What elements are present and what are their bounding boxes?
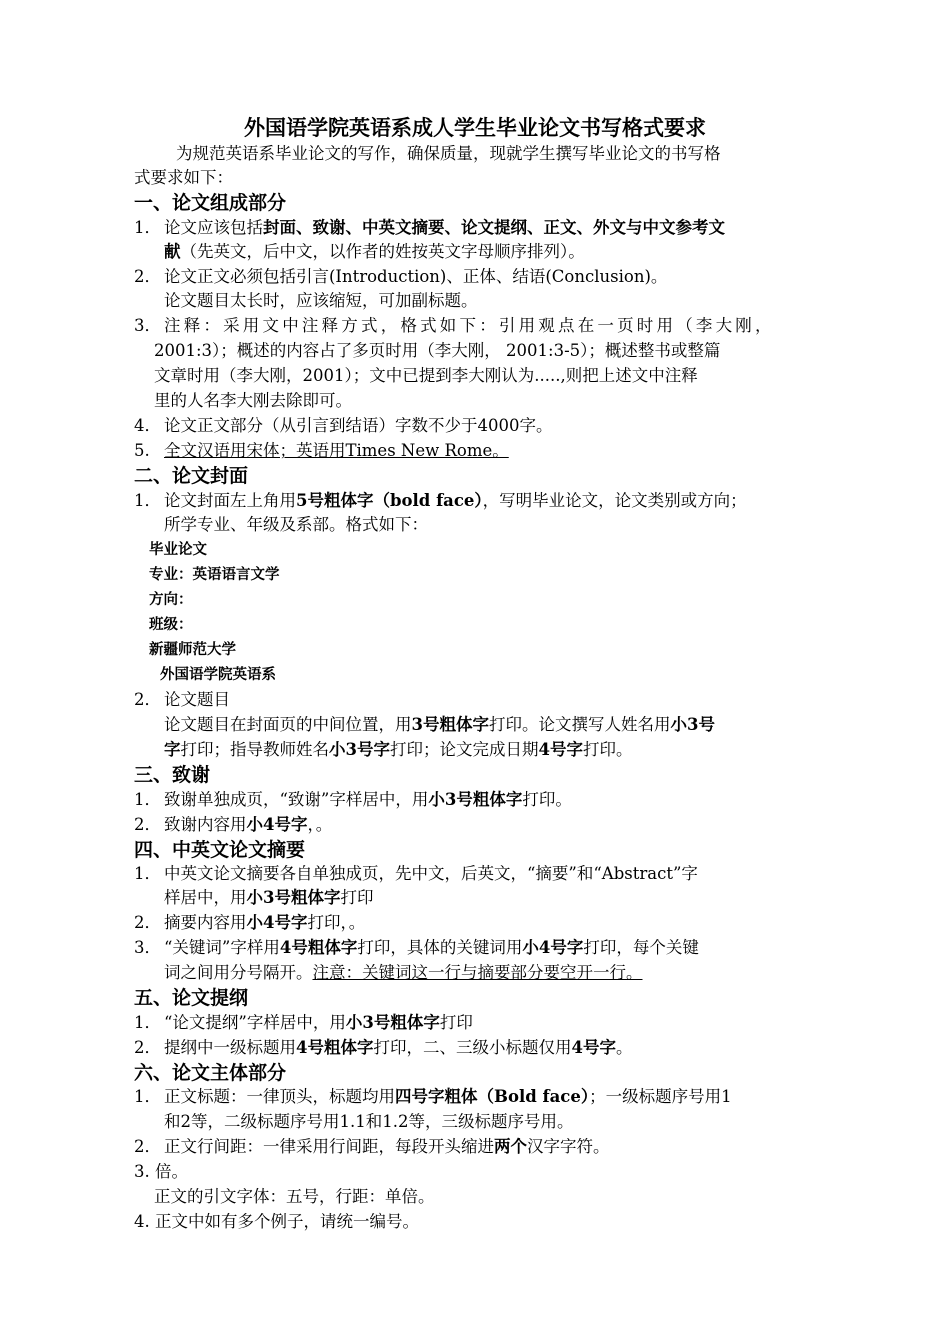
intro-line-1: 为规范英语系毕业论文的写作，确保质量，现就学生撰写毕业论文的书写格	[176, 144, 721, 163]
cover-line-1: 毕业论文	[149, 541, 207, 558]
s2-item-2-heading: 论文题目	[164, 690, 230, 709]
s4-item-1-line-1: 中英文论文摘要各自单独成页，先中文，后英文，“摘要”和“Abstract”字	[164, 864, 698, 883]
document-title: 外国语学院英语系成人学生毕业论文书写格式要求	[244, 115, 706, 140]
section-3-heading: 三、致谢	[134, 764, 211, 786]
s1-item-2-line-2: 论文题目太长时，应该缩短，可加副标题。	[164, 291, 478, 310]
s4-item-3-number: 3．	[134, 938, 161, 957]
s6-item-3-continuation: 正文的引文字体：五号，行距：单倍。	[154, 1187, 435, 1206]
s5-item-1-number: 1．	[134, 1013, 161, 1032]
s1-item-2-number: 2．	[134, 267, 161, 286]
s5-item-1-line: “论文提纲”字样居中，用小3号粗体字打印	[164, 1013, 473, 1032]
s3-item-1-line: 致谢单独成页，“致谢”字样居中，用小3号粗体字打印。	[164, 790, 572, 809]
s3-item-2-line: 致谢内容用小4号字，。	[164, 815, 333, 834]
cover-line-4: 班级：	[149, 616, 193, 633]
s4-item-3-line-1: “关键词”字样用4号粗体字打印，具体的关键词用小4号字打印，每个关键	[164, 938, 699, 957]
section-2-heading: 二、论文封面	[134, 465, 249, 487]
s2-item-1-line-2: 所学专业、年级及系部。格式如下：	[164, 515, 428, 534]
s2-item-2-number: 2．	[134, 690, 161, 709]
cover-line-3: 方向：	[149, 591, 193, 608]
s3-item-2-number: 2．	[134, 815, 161, 834]
s1-item-3-line-1: 注释：采用文中注释方式，格式如下：引用观点在一页时用（李大刚，	[164, 316, 775, 335]
s1-item-1-line-2: 献（先英文，后中文，以作者的姓按英文字母顺序排列）。	[164, 242, 585, 261]
s1-item-1-line-1: 论文应该包括封面、致谢、中英文摘要、论文提纲、正文、外文与中文参考文	[164, 218, 725, 237]
s4-item-2-line: 摘要内容用小4号字打印，。	[164, 913, 366, 932]
s5-item-2-number: 2．	[134, 1038, 161, 1057]
s4-item-3-line-2: 词之间用分号隔开。注意：关键词这一行与摘要部分要空开一行。	[164, 963, 643, 982]
s1-item-3-number: 3．	[134, 316, 161, 335]
s1-item-3-line-4: 里的人名李大刚去除即可。	[154, 391, 352, 410]
section-4-heading: 四、中英文论文摘要	[134, 839, 306, 861]
section-5-heading: 五、论文提纲	[134, 987, 249, 1009]
cover-line-6: 外国语学院英语系	[160, 666, 276, 683]
cover-line-5: 新疆师范大学	[149, 641, 236, 658]
s2-item-1-line-1: 论文封面左上角用5号粗体字（bold face），写明毕业论文，论文类别或方向；	[164, 491, 747, 510]
s1-item-2-line-1: 论文正文必须包括引言(Introduction)、正体、结语(Conclusion)。	[164, 267, 668, 286]
s5-item-2-line: 提纲中一级标题用4号粗体字打印，二、三级小标题仅用4号字。	[164, 1038, 633, 1057]
s1-item-4-number: 4．	[134, 416, 161, 435]
s2-item-2-line-2: 字打印；指导教师姓名小3号字打印；论文完成日期4号字打印。	[164, 740, 633, 759]
s6-item-1-line-2: 和2等，二级标题序号用1.1和1.2等，三级标题序号用。	[164, 1112, 574, 1131]
s1-item-1-number: 1．	[134, 218, 161, 237]
intro-line-2: 式要求如下：	[134, 168, 233, 187]
s4-item-1-line-2: 样居中，用小3号粗体字打印	[164, 888, 374, 907]
section-1-heading: 一、论文组成部分	[134, 192, 287, 214]
s4-item-2-number: 2．	[134, 913, 161, 932]
s3-item-1-number: 1．	[134, 790, 161, 809]
s2-item-1-number: 1．	[134, 491, 161, 510]
s6-item-1-number: 1．	[134, 1087, 161, 1106]
s1-item-3-line-3: 文章时用（李大刚，2001）；文中已提到李大刚认为.....,则把上述文中注释	[154, 366, 698, 385]
s2-item-2-line-1: 论文题目在封面页的中间位置，用3号粗体字打印。论文撰写人姓名用小3号	[164, 715, 715, 734]
s4-item-1-number: 1．	[134, 864, 161, 883]
s6-item-2-line: 正文行间距：一律采用行间距，每段开头缩进两个汉字字符。	[164, 1137, 610, 1156]
s1-item-5-line: 全文汉语用宋体；英语用Times New Rome。	[164, 441, 509, 460]
s6-item-2-number: 2．	[134, 1137, 161, 1156]
s6-item-1-line-1: 正文标题：一律顶头，标题均用四号字粗体（Bold face）；一级标题序号用1	[164, 1087, 732, 1106]
s1-item-4-line: 论文正文部分（从引言到结语）字数不少于4000字。	[164, 416, 553, 435]
s1-item-3-line-2: 2001:3）；概述的内容占了多页时用（李大刚， 2001:3-5）；概述整书或整篇	[154, 341, 721, 360]
s6-item-4-line: 4. 正文中如有多个例子，请统一编号。	[134, 1212, 419, 1231]
s6-item-3-line: 3. 倍。	[134, 1162, 188, 1181]
cover-line-2: 专业：英语语言文学	[149, 566, 280, 583]
section-6-heading: 六、论文主体部分	[134, 1062, 287, 1084]
s1-item-5-number: 5.	[134, 441, 150, 460]
